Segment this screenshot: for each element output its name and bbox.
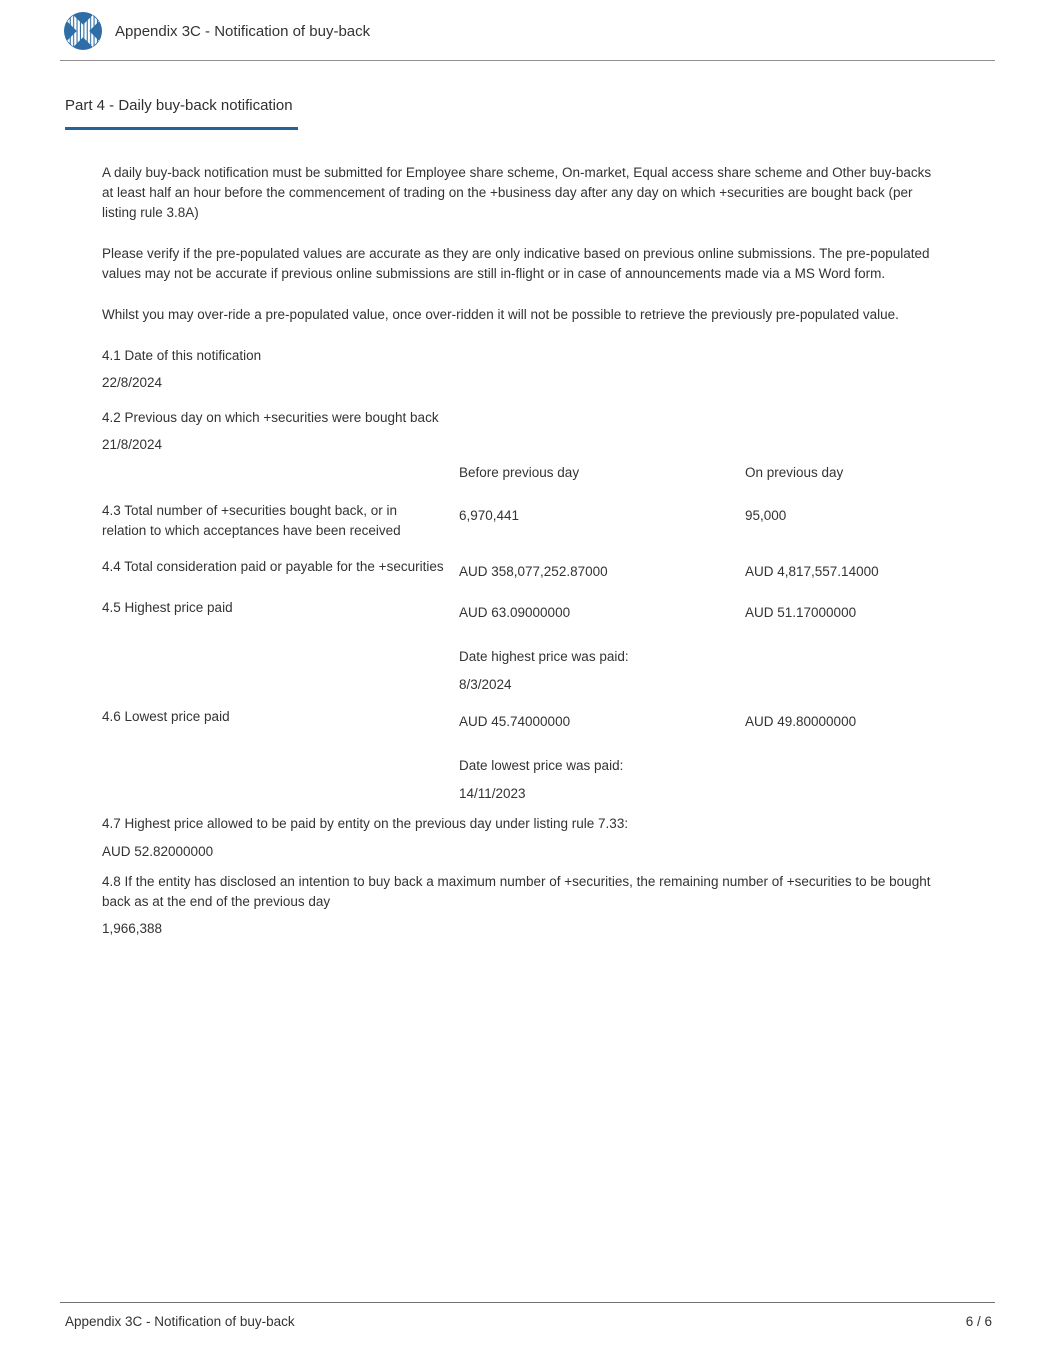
table-header-row bbox=[102, 463, 945, 483]
intro-paragraph-3: Whilst you may over-ride a pre-populated value, once over-ridden it will not be possible to retrieve the previously pre-populated value. bbox=[102, 307, 899, 322]
column-header-before-previous-day: Before previous day bbox=[459, 465, 580, 480]
q44-value-before: AUD 358,077,252.87000 bbox=[459, 564, 608, 579]
table-row-q44 bbox=[102, 557, 945, 582]
intro-paragraph-1: A daily buy-back notification must be submitted for Employee share scheme, On-market, Equal access share scheme and Other buy-backs at least half an hour before the commencement of trading on the +business day after any day on which +securities are bought back (per listing rule 3.8A) bbox=[102, 165, 932, 220]
part-heading-underline bbox=[65, 127, 298, 130]
q43-value-before: 6,970,441 bbox=[459, 508, 520, 523]
q41-label: 4.1 Date of this notification bbox=[102, 348, 262, 363]
q47-label: 4.7 Highest price allowed to be paid by entity on the previous day under listing rule 7.33: bbox=[102, 816, 629, 831]
q45-value-before: AUD 63.09000000 bbox=[459, 605, 571, 620]
q45-date-value: 8/3/2024 bbox=[459, 677, 512, 692]
q44-label: 4.4 Total consideration paid or payable for the +securities bbox=[102, 559, 444, 574]
intro-paragraph-2: Please verify if the pre-populated values are accurate as they are only indicative based on previous online submissions. The pre-populated values may not be accurate if previous online submissions are still in-flight or in case of announcements made via a MS Word form. bbox=[102, 246, 930, 281]
q46-value-before: AUD 45.74000000 bbox=[459, 714, 571, 729]
q45-label: 4.5 Highest price paid bbox=[102, 600, 233, 615]
q47-value: AUD 52.82000000 bbox=[102, 844, 214, 859]
asx-logo-icon bbox=[64, 12, 102, 50]
q44-value-on: AUD 4,817,557.14000 bbox=[745, 564, 879, 579]
q46-value-on: AUD 49.80000000 bbox=[745, 714, 857, 729]
footer-document-title: Appendix 3C - Notification of buy-back bbox=[65, 1314, 295, 1329]
q46-date-label: Date lowest price was paid: bbox=[459, 758, 624, 773]
q45-date-label: Date highest price was paid: bbox=[459, 649, 629, 664]
column-header-on-previous-day: On previous day bbox=[745, 465, 844, 480]
q42-value: 21/8/2024 bbox=[102, 437, 163, 452]
q45-value-on: AUD 51.17000000 bbox=[745, 605, 857, 620]
q46-label: 4.6 Lowest price paid bbox=[102, 709, 230, 724]
q46-cell-before bbox=[459, 707, 745, 804]
q48-label: 4.8 If the entity has disclosed an intention to buy back a maximum number of +securities, the remaining number of +securities to be bought back as at the end of the previous day bbox=[102, 874, 931, 909]
q41-value: 22/8/2024 bbox=[102, 375, 163, 390]
document-title: Appendix 3C - Notification of buy-back bbox=[115, 22, 371, 40]
table-row-q46 bbox=[102, 707, 945, 804]
table-row-q43 bbox=[102, 501, 945, 541]
q46-date-value: 14/11/2023 bbox=[459, 786, 526, 801]
document-footer bbox=[60, 1302, 995, 1329]
q45-cell-before bbox=[459, 598, 745, 695]
part-heading: Part 4 - Daily buy-back notification bbox=[65, 97, 293, 114]
part-section bbox=[60, 61, 995, 130]
form-content bbox=[102, 163, 945, 939]
q43-label: 4.3 Total number of +securities bought back, or in relation to which acceptances have been received bbox=[102, 503, 401, 538]
q42-label: 4.2 Previous day on which +securities were bought back bbox=[102, 410, 439, 425]
q48-value: 1,966,388 bbox=[102, 921, 163, 936]
q43-value-on: 95,000 bbox=[745, 508, 787, 523]
footer-page-number: 6 / 6 bbox=[965, 1314, 992, 1329]
document-header bbox=[60, 0, 995, 61]
table-row-q45 bbox=[102, 598, 945, 695]
